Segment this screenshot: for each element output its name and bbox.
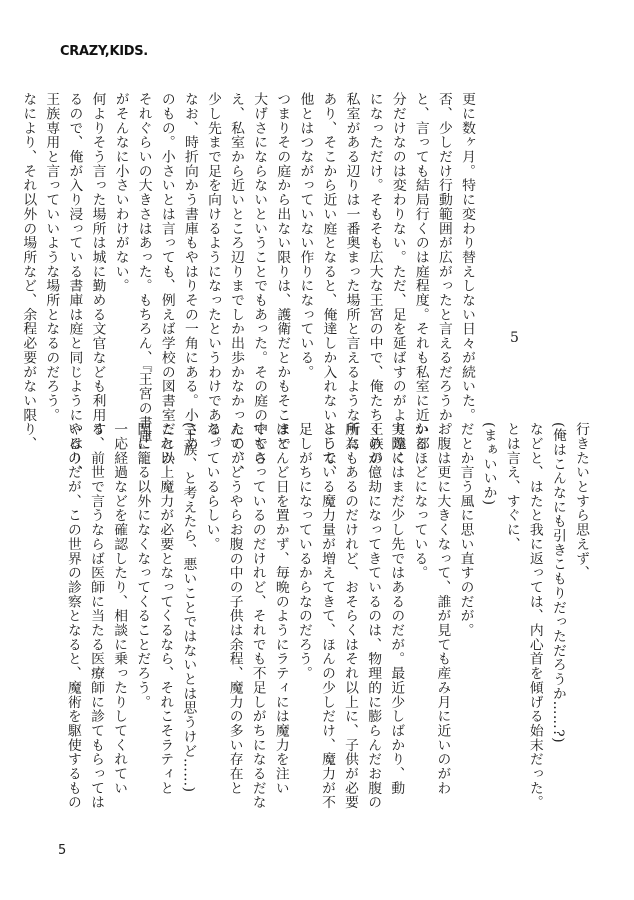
text-column: ほとんど日を置かず、毎晩のようにラティには魔力を注い	[272, 422, 289, 796]
text-column: いるのだが、この世界の診察となると、魔術を駆使するもの	[64, 422, 81, 810]
text-column: んて、どうやらお腹の中の子供は余程、魔力の多い存在と	[226, 422, 243, 796]
text-column: 分だけなのは変わりない。ただ、足を延ばすのがより遠く	[389, 92, 406, 466]
text-column: くのが億劫になってきているのは、物理的に膨らんだお腹の	[365, 422, 382, 810]
text-column: これ以上魔力が必要となってくるなら、それこそラティと	[157, 422, 174, 796]
text-column: としている魔力量が増えてきて、ほんの少しだけ、魔力が不	[318, 422, 335, 810]
text-column: あり、そこから近い庭となると、俺達しか入れないような、	[320, 92, 337, 480]
text-column: 行きたいとすら思えず、	[573, 422, 589, 580]
text-column: と、言っても結局行くのは庭程度。それも私室に近い部	[412, 92, 429, 451]
text-column: (俺はこんなにも引きこもりだっただろうか……?)	[549, 422, 566, 744]
text-column: 王族専用と言っていいような場所となるのだろう。	[43, 92, 60, 423]
upper-text-block	[20, 92, 478, 480]
text-column: になっただけ。そもそも広大な王宮の中で、俺たち王族の	[366, 92, 383, 466]
lower-text-block	[62, 422, 592, 808]
text-column: のもの。小さいとは言っても、例えば学校の図書室だとか	[158, 92, 175, 466]
chapter-number: 5	[510, 330, 519, 346]
text-column: なにより、それ以外の場所など、余程必要がない限り、	[20, 92, 37, 451]
text-column: かるほどになっている。	[411, 422, 428, 580]
text-column: なっているらしい。	[203, 422, 220, 552]
text-column: お腹は更に大きくなって、誰が見ても産み月に近いのがわ	[434, 422, 451, 796]
text-column: 一応経過などを確認したり、相談に乗ったりしてくれてい	[111, 422, 128, 796]
text-column: 実際にはまだ少し先ではあるのだが。最近少しばかり、動	[388, 422, 405, 796]
text-column: 大げさにならないということでもあった。その庭の中でさ	[251, 92, 268, 466]
text-column: つまりその庭から出ない限りは、護衛だとかもそこまで	[274, 92, 291, 451]
text-column: とは言え、すぐに、	[503, 422, 520, 552]
text-column: 私室がある辺りは一番奥まった場所と言えるような所に	[343, 92, 360, 451]
text-column: (まぁいいか)	[480, 422, 497, 506]
text-column: 否、少しだけ行動範囲が広がったと言えるだろうか。	[435, 92, 452, 437]
header-title: CRAZY,KIDS.	[60, 44, 148, 59]
text-column: それぐらいの大きさはあった。もちろん、『王宮の書庫』	[135, 92, 152, 459]
text-column: 更に数ヶ月。特に変わり替えしない日々が続いた。	[459, 92, 475, 423]
text-column: 何よりそう言った場所は城に勤める文官なども利用す	[89, 92, 106, 437]
text-column: 足しがちになっているからなのだろう。	[295, 422, 312, 681]
text-column: る、前世で言うならば医師に当たる医療師に診てもらっては	[88, 422, 105, 810]
text-column: え、私室から近いところ辺りまでしか出歩かなかったのが、	[228, 92, 245, 480]
text-column: 他とはつながっていない作りになっている。	[297, 92, 314, 379]
text-column: 所為もあるのだけれど、おそらくはそれ以上に、子供が必要	[342, 422, 359, 810]
text-column: (王族、と考えたら、悪いことではないとは思うけど……)	[180, 422, 197, 793]
text-column: だとか言う風に思い直すのだが。	[457, 422, 474, 638]
text-column: がそんなに小さいわけがない。	[112, 92, 129, 293]
text-column: などと、はたと我に返っては、内心首を傾げる始末だった。	[526, 422, 543, 810]
text-column: でもらっているのだけれど、それでも不足しがちになるだな	[249, 422, 266, 810]
text-column: るので、俺が入り浸っている書庫は庭と同じようにやはり、	[66, 92, 83, 480]
page-number: 5	[58, 843, 67, 858]
text-column: 閨に籠る以外になくなってくることだろう。	[134, 422, 151, 709]
text-column: なお、時折向かう書庫もやはりその一角にある。小さめ	[181, 92, 198, 451]
text-column: 少し先まで足を向けるようになったというわけである。	[204, 92, 221, 451]
